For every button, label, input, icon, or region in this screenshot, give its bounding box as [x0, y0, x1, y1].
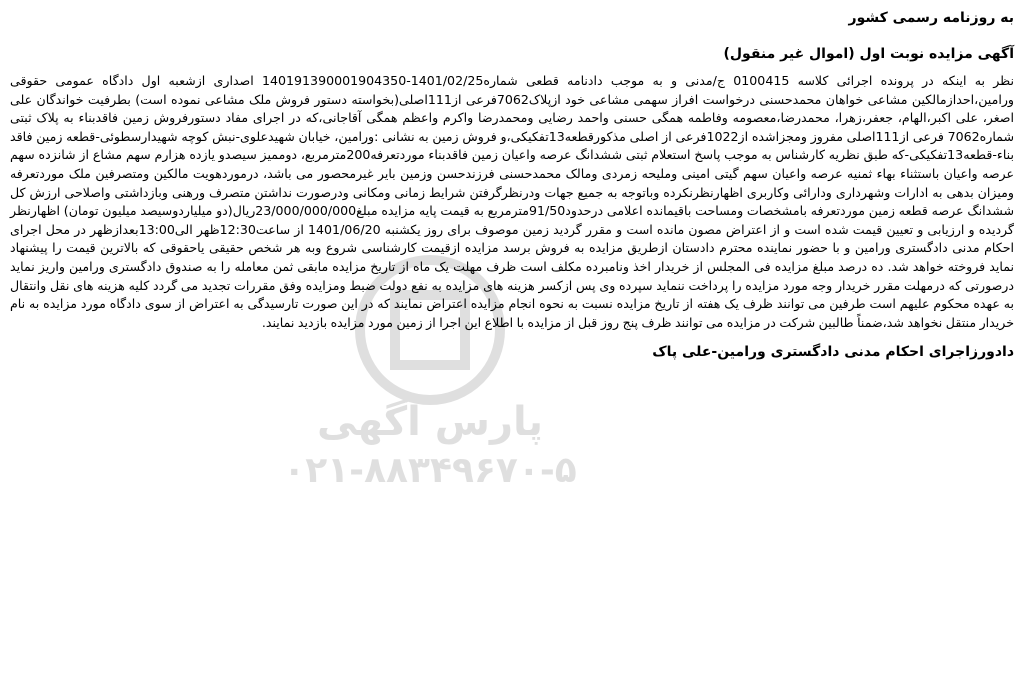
notice-body: نظر به اینکه در پرونده اجرائی کلاسه 0100415 ج/مدنی و به موجب دادنامه قطعی شماره1401/02/25-140191390001904350 اصداری ازشعبه اول دادگاه عمومی حقوقی ورامین،احدازمالکین مشاعی خواهان محمدحسنی درخواست افراز سهمی مشاعی خود ازپلاک7062فرعی از111اصلی(بخواسته دستور فروش ملک مشاعی نموده است) بطرفیت خواندگان علی اصغر، علی اکبر،الهام، جعفر،زهرا، محمدرضا،معصومه وفاطمه همگی حسنی واحمد رضایی ومحمدرضا واکرم واعظم همگی آقاجانی،که در اجرای مفاد دستورفروش زمین فاقدبناء به پلاک ثبتی شماره7062 فرعی از111اصلی مفروز ومجزاشده از1022فرعی از اصلی مذکورقطعه13تفکیکی،و فروش زمین به نشانی :ورامین، خیابان شهیدعلوی-نبش کوچه شهیدارسطوئی-قطعه زمین فاقد بناء-قطعه13تفکیکی-که طبق نظریه کارشناس به موجب پاسخ استعلام ثبتی ششدانگ عرصه واعیان زمین فاقدبناء موردتعرفه200مترمربع، دوممیز سیصدو یازده هزارم سهم مشاع از شانزده سهم عرصه واعیان باستثناء بهاء ثمنیه عرصه واعیان سهم گیتی امینی ومليحه زمردی ومالک محمدحسنی فرزندحسن وزمین بایر غیرمحصور می باشد، درموردهویت مالکین ومتصرفین ملک موردتعرفه ومیزان بدهی به ادارات وشهرداری ودارائی وکاربری اظهارنظرنکرده وباتوجه به جمیع جهات ودرنظرگرفتن شرایط زمانی ومکانی ودرصورت نداشتن متصرف ورهنی وبازداشتی واصلاحی ارزش کل ششدانگ عرصه قطعه زمین موردتعرفه بامشخصات ومساحت باقیمانده اعلامی درحدود91/50مترمربع به قیمت پایه مزایده مبلغ23/000/000/000ریال(دو میلیاردوسیصد میلیون تومان) اظهارنظر گردیده و ارزیابی و تعیین قیمت شده است و از اعتراض مصون مانده است و مقرر گردید زمین موصوف برای روز یکشنبه 1401/06/20 از ساعت12:30ظهر الی13:00بعدازظهر در محل اجرای احکام مدنی دادگستری ورامین و با حضور نماینده محترم دادستان ازطریق مزایده به فروش برسد مزایده ازقیمت کارشناسی شروع وبه هر شخص حقیقی یاحقوقی که بالاترین قیمت را پیشنهاد نماید فروخته خواهد شد. ده درصد مبلغ مزایده فی المجلس از خریدار اخذ ونامبرده مکلف است ظرف مهلت یک ماه از تاریخ مزایده مابقی ثمن معامله را به صندوق دادگستری ورامین واریز نماید درصورتی که درمهلت مقرر خریدار وجه مورد مزایده را پرداخت ننماید سپرده وی پس ازکسر هزینه های مزایده به نفع دولت ضبط ومزایده وفق مقررات تجدید می گردد کلیه هزینه های نقل وانتقال به عهده محکوم علیهم است طرفین می توانند ظرف یک هفته از تاریخ مزایده نسبت به نحوه انجام مزایده اعتراض نمایند که در این صورت تارسیدگی به اعتراض از سوی دادگاه مورد مزایده به نام خریدار منتقل نخواهد شد،ضمناً طالبین شرکت در مزایده می توانند ظرف پنج روز قبل از مزایده با اطلاع این اجرا از زمین مورد مزایده بازدید نمایند.: [10, 73, 1015, 330]
watermark-phone-text: ۰۲۱-۸۸۳۴۹۶۷۰-۵: [283, 450, 577, 490]
watermark-brand-text: پارس آگهی: [316, 399, 544, 445]
newspaper-line: به روزنامه رسمی کشور: [848, 10, 1014, 26]
notice-title: آگهی مزایده نوبت اول (اموال غیر منقول): [723, 46, 1014, 62]
auction-notice: [10, 8, 1014, 376]
notice-signature: دادورزاجرای احکام مدنی دادگستری ورامین-علی پاک: [652, 344, 1014, 361]
